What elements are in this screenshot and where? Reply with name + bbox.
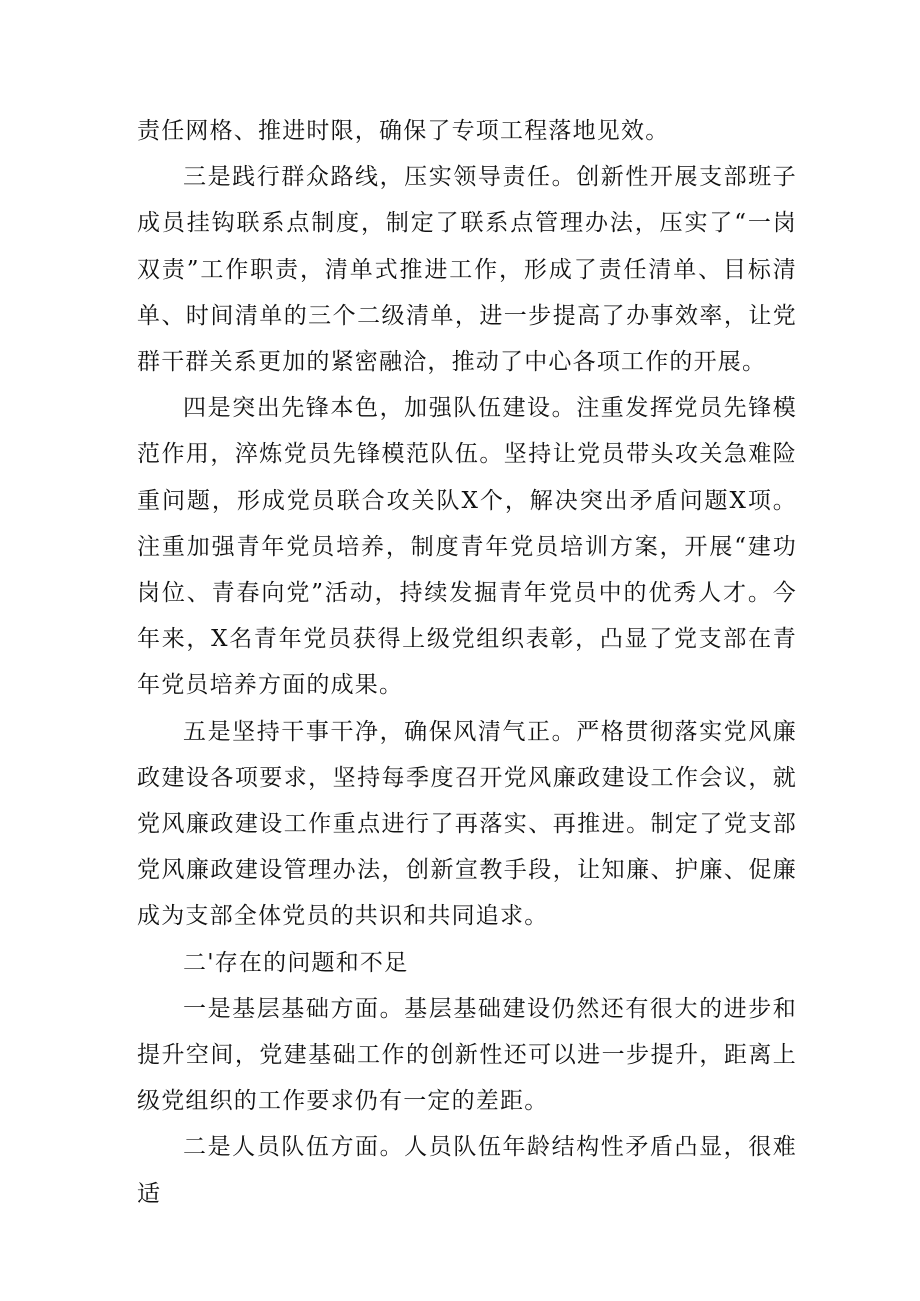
paragraph-problem-one: 一是基层基础方面。基层基础建设仍然还有很大的进步和提升空间，党建基础工作的创新性还可以进一步提升，距离上级党组织的工作要求仍有一定的差距。 (137, 995, 797, 1115)
paragraph-point-three: 三是践行群众路线，压实领导责任。创新性开展支部班子成员挂钩联系点制度，制定了联系点管理办法，压实了“一岗双责”工作职责，清单式推进工作，形成了责任清单、目标清单、时间清单的三个二级清单，进一步提高了办事效率，让党群干群关系更加的紧密融洽，推动了中心各项工作的开展。 (137, 164, 797, 376)
paragraph-continuation: 责任网格、推进时限，确保了专项工程落地见效。 (137, 118, 670, 144)
paragraph-point-four: 四是突出先锋本色，加强队伍建设。注重发挥党员先锋模范作用，淬炼党员先锋模范队伍。坚持让党员带头攻关急难险重问题，形成党员联合攻关队X个，解决突出矛盾问题X项。注重加强青年党员培养，制度青年党员培训方案，开展“建功岗位、青春向党”活动，持续发掘青年党员中的优秀人才。今年来，X名青年党员获得上级党组织表彰，凸显了党支部在青年党员培养方面的成果。 (137, 395, 797, 699)
paragraph-point-five: 五是坚持干事干净，确保风清气正。严格贯彻落实党风廉政建设各项要求，坚持每季度召开党风廉政建设工作会议，就党风廉政建设工作重点进行了再落实、再推进。制定了党支部党风廉政建设管理办法，创新宣教手段，让知廉、护廉、促廉成为支部全体党员的共识和共同追求。 (137, 718, 797, 930)
section-heading-problems: 二'存在的问题和不足 (183, 949, 409, 976)
paragraph-problem-two: 二是人员队伍方面。人员队伍年龄结构性矛盾凸显，很难适 (137, 1134, 797, 1207)
document-body (137, 108, 797, 1217)
